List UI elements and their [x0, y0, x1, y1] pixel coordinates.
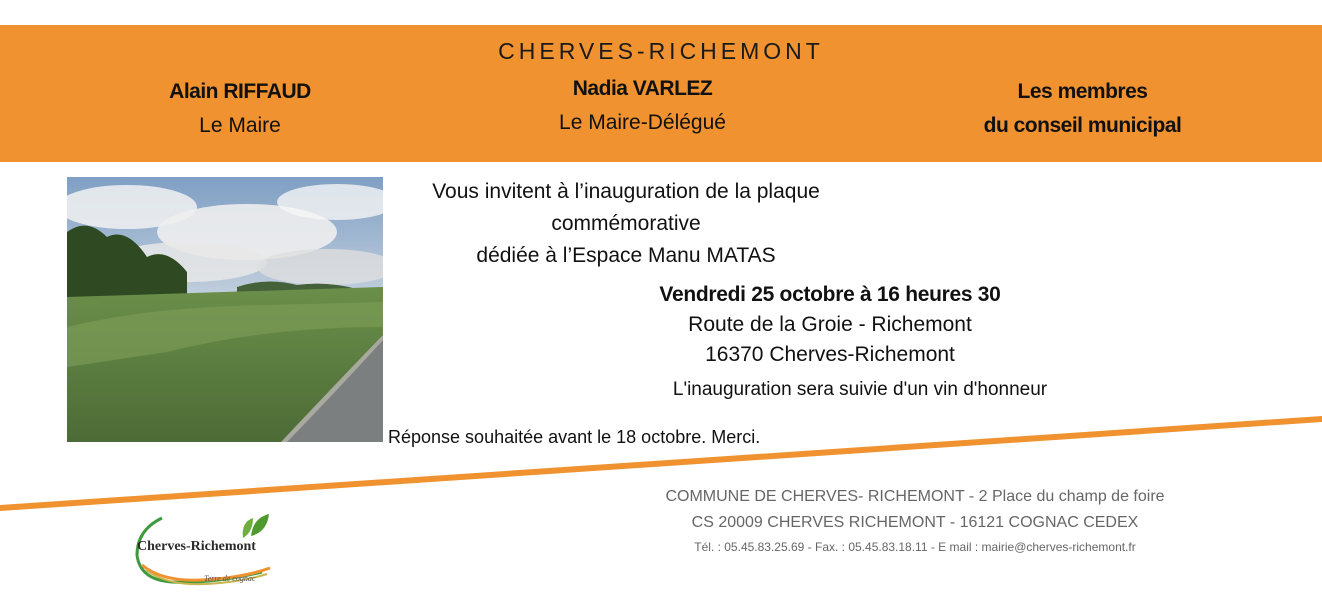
council-block — [955, 80, 1210, 138]
footer-line-3: Tél. : 05.45.83.25.69 - Fax. : 05.45.83.18.11 - E mail : mairie@cherves-richemont.fr — [694, 540, 1136, 554]
event-address-2: 16370 Cherves-Richemont — [705, 343, 955, 366]
invitation-line-2: dédiée à l’Espace Manu MATAS — [476, 244, 776, 267]
council-line-2: du conseil municipal — [983, 114, 1182, 137]
event-date: Vendredi 25 octobre à 16 heures 30 — [659, 283, 1001, 306]
event-note: L'inauguration sera suivie d'un vin d'honneur — [672, 379, 1048, 400]
invitation-text — [400, 176, 852, 272]
commune-logo — [132, 510, 277, 592]
footer-line-1: COMMUNE DE CHERVES- RICHEMONT - 2 Place du champ de foire — [665, 488, 1165, 505]
council-line-1: Les membres — [1017, 80, 1148, 103]
logo-name: Cherves-Richemont — [137, 539, 256, 554]
deputy-mayor-role: Le Maire-Délégué — [559, 111, 726, 134]
logo-tagline: Terre de cognac — [204, 574, 256, 583]
footer-address — [600, 488, 1230, 554]
invitation-line-1: Vous invitent à l’inauguration de la plaque commémorative — [432, 180, 820, 235]
mayor-role: Le Maire — [199, 114, 281, 137]
deputy-mayor-block — [520, 77, 765, 135]
header-banner — [0, 25, 1322, 162]
event-details — [560, 280, 1100, 370]
footer-line-2: CS 20009 CHERVES RICHEMONT - 16121 COGNAC CEDEX — [691, 514, 1139, 531]
mayor-name: Alain RIFFAUD — [169, 80, 311, 103]
mayor-block — [140, 80, 340, 138]
event-address-1: Route de la Groie - Richemont — [688, 313, 972, 336]
deputy-mayor-name: Nadia VARLEZ — [572, 77, 713, 100]
commune-title: CHERVES-RICHEMONT — [498, 38, 824, 64]
leaf-icon — [239, 512, 271, 542]
reply-note: Réponse souhaitée avant le 18 octobre. Merci. — [388, 427, 761, 447]
